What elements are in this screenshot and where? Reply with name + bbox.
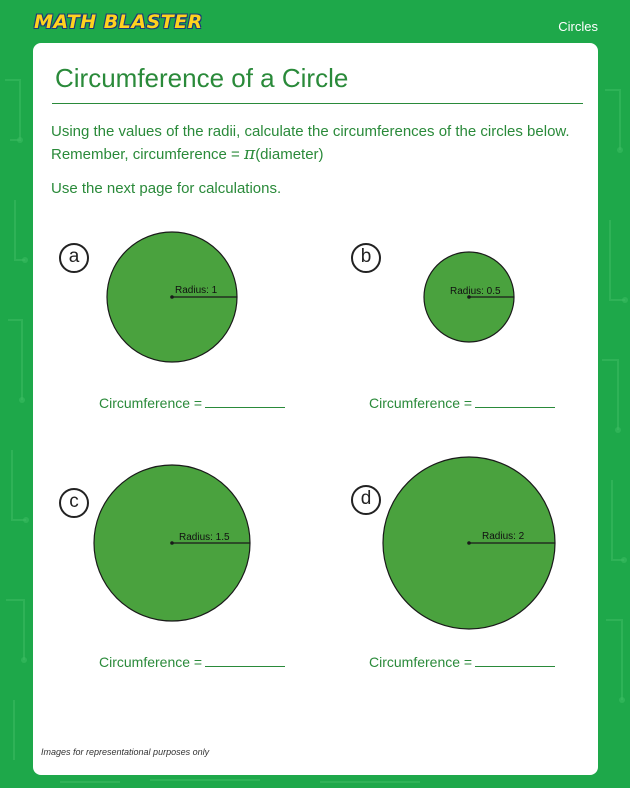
answer-line-c [99,652,285,670]
circle-a [107,232,237,362]
circle-c [94,465,250,621]
circle-d-center [467,541,471,545]
instruction-line-1: Using the values of the radii, calculate the circumferences of the circles below. [51,123,570,140]
pi-symbol: π [244,144,256,164]
answer-label-a: Circumference = [99,395,203,411]
answer-line-d [369,652,555,670]
instruction-line-2-prefix: Remember, circumference = [51,146,244,163]
topic-label: Circles [558,19,598,34]
page-title: Circumference of a Circle [55,63,349,93]
answer-label-d: Circumference = [369,654,473,670]
problem-letter-c: c [59,488,89,518]
problem-letter-a: a [59,243,89,273]
answer-line-b [369,393,555,411]
circle-c-radius-label: Radius: 1.5 [179,532,230,543]
answer-blank-d[interactable] [475,652,555,667]
answer-blank-b[interactable] [475,393,555,408]
math-blaster-logo: MATH BLASTER [34,11,203,33]
circle-b [424,252,514,342]
circle-c-center [170,541,174,545]
problem-letter-b: b [351,243,381,273]
circle-d-radius-label: Radius: 2 [482,531,525,542]
representational-disclaimer: Images for representational purposes only [41,747,210,757]
answer-label-b: Circumference = [369,395,473,411]
circle-d [383,457,555,629]
circle-a-center [170,295,174,299]
circle-b-radius-label: Radius: 0.5 [450,286,501,297]
circle-a-radius-label: Radius: 1 [175,285,218,296]
problem-letter-d: d [351,485,381,515]
worksheet-page [33,43,598,775]
copyright-notice: © 2007-2012 Knowledge Adventure, Inc. All Rights Reserved. [431,768,595,774]
answer-blank-c[interactable] [205,652,285,667]
instruction-line-3: Use the next page for calculations. [51,180,282,197]
answer-label-c: Circumference = [99,654,203,670]
answer-line-a [99,393,285,411]
answer-blank-a[interactable] [205,393,285,408]
instruction-line-2-suffix: (diameter) [255,146,324,163]
